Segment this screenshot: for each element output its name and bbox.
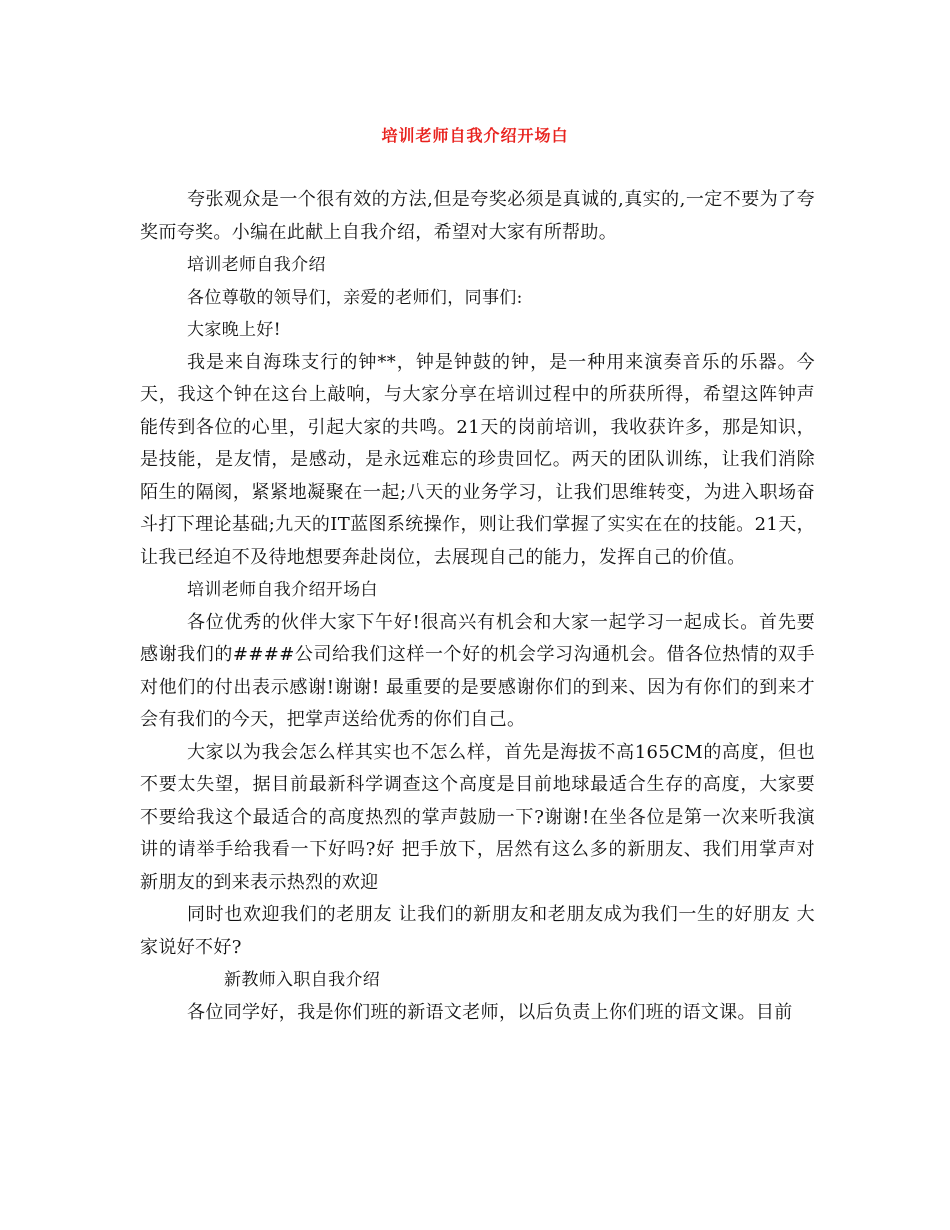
body-paragraph: 各位同学好，我是你们班的新语文老师，以后负责上你们班的语文课。目前	[187, 1001, 793, 1023]
section-heading-new-teacher: 新教师入职自我介绍	[224, 970, 381, 990]
section-heading-opening: 培训老师自我介绍开场白	[187, 580, 378, 600]
document-title: 培训老师自我介绍开场白	[381, 126, 569, 145]
greeting-line: 大家晚上好!	[187, 320, 281, 340]
body-paragraph: 各位优秀的伙伴大家下午好!很高兴有机会和大家一起学习一起成长。首先要感谢我们的####公司给我们这样一个好的机会学习沟通机会。借各位热情的双手对他们的付出表示感谢!谢谢! 最重要的是要感谢你们的到来、因为有你们的到来才会有我们的今天，把掌声送给优秀的你们自己。	[140, 611, 815, 730]
intro-paragraph: 夸张观众是一个很有效的方法,但是夸奖必须是真诚的,真实的,一定不要为了夸奖而夸奖。小编在此献上自我介绍，希望对大家有所帮助。	[140, 189, 815, 243]
section-heading-trainer-intro: 培训老师自我介绍	[187, 255, 326, 275]
body-paragraph: 同时也欢迎我们的老朋友 让我们的新朋友和老朋友成为我们一生的好朋友 大家说好不好?	[140, 904, 815, 958]
document-body	[140, 184, 815, 1029]
body-paragraph: 我是来自海珠支行的钟**，钟是钟鼓的钟，是一种用来演奏音乐的乐器。今天，我这个钟在这台上敲响，与大家分享在培训过程中的所获所得，希望这阵钟声能传到各位的心里，引起大家的共鸣。21天的岗前培训，我收获许多，那是知识，是技能，是友情，是感动，是永远难忘的珍贵回忆。两天的团队训练，让我们消除陌生的隔阂，紧紧地凝聚在一起;八天的业务学习，让我们思维转变，为进入职场奋斗打下理论基础;九天的IT蓝图系统操作，则让我们掌握了实实在在的技能。21天，让我已经迫不及待地想要奔赴岗位，去展现自己的能力，发挥自己的价值。	[140, 351, 815, 568]
salutation-line: 各位尊敬的领导们，亲爱的老师们，同事们:	[187, 287, 523, 308]
body-paragraph: 大家以为我会怎么样其实也不怎么样，首先是海拔不高165CM的高度，但也不要太失望，据目前最新科学调查这个高度是目前地球最适合生存的高度，大家要不要给我这个最适合的高度热烈的掌声鼓励一下?谢谢!在坐各位是第一次来听我演讲的请举手给我看一下好吗?好 把手放下，居然有这么多的新朋友、我们用掌声对新朋友的到来表示热烈的欢迎	[140, 741, 815, 893]
